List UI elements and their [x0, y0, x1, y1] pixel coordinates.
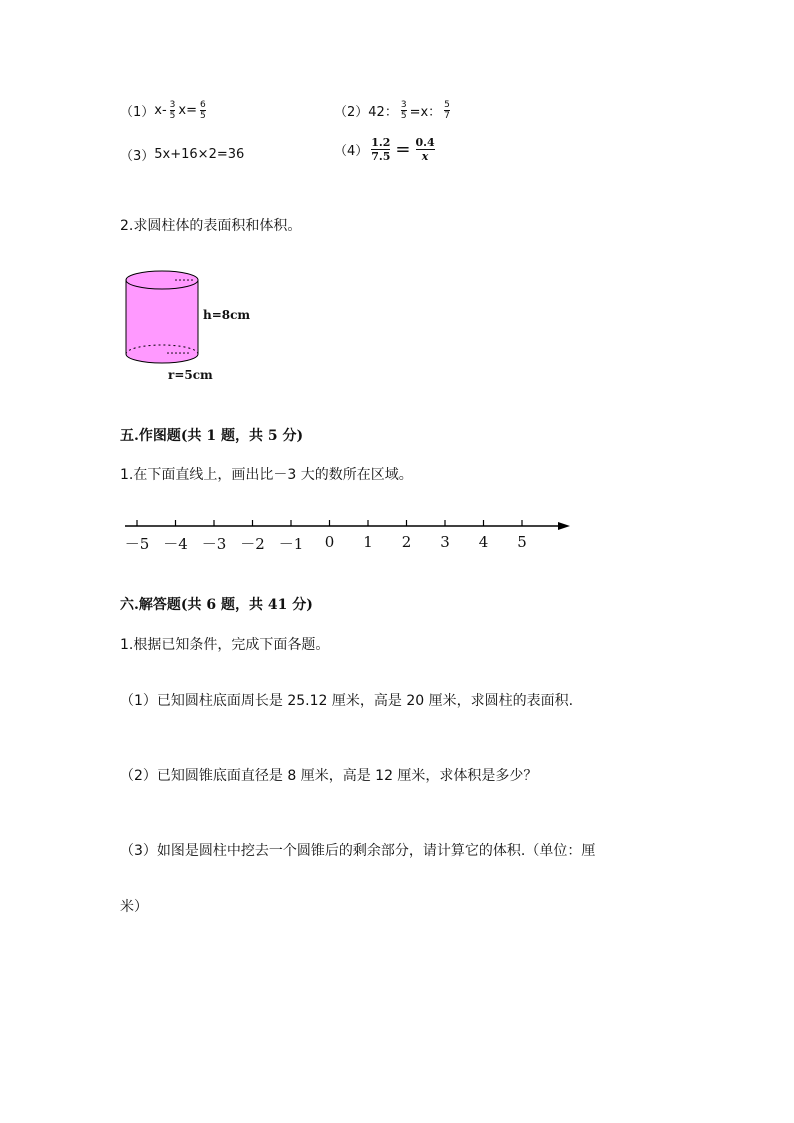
equation-3-label: （3） [120, 149, 155, 164]
equation-1-term-b: x= [178, 103, 197, 118]
equation-4 [334, 136, 438, 163]
section-5-question-1: 1.在下面直线上，画出比－3 大的数所在区域。 [120, 467, 413, 483]
tick-label: 0 [324, 533, 335, 551]
question-2-text: 2.求圆柱体的表面积和体积。 [120, 218, 302, 234]
equation-3 [120, 145, 244, 164]
fraction-numerator: 3 [169, 100, 176, 110]
equation-4-fraction-2 [416, 136, 435, 163]
cylinder-height-label: h=8cm [203, 308, 251, 322]
equation-3-text: 5x+16×2=36 [154, 147, 245, 162]
tick-label: －3 [201, 535, 227, 553]
section-6-heading: 六.解答题(共 6 题，共 41 分) [120, 597, 313, 613]
fraction-denominator: 5 [200, 111, 206, 121]
sub-question-3-line-2: 米） [120, 899, 148, 915]
fraction-denominator: 5 [169, 111, 176, 121]
cylinder-radius-label: r=5cm [168, 368, 213, 382]
tick-label: －2 [240, 535, 265, 553]
fraction-denominator: x [421, 150, 429, 163]
equation-1-fraction-2 [200, 100, 206, 121]
equation-2-fraction-2 [444, 100, 450, 121]
tick-label: －1 [278, 535, 304, 553]
fraction-numerator: 0.4 [415, 136, 435, 149]
fraction-denominator: 7 [444, 111, 450, 121]
fraction-denominator: 7.5 [371, 150, 391, 163]
tick-label: 3 [440, 533, 450, 551]
fraction-numerator: 6 [200, 100, 206, 110]
equation-2-label: （2） [334, 105, 369, 120]
equation-1-label: （1） [120, 105, 155, 120]
equation-2-fraction-1 [401, 100, 407, 121]
equation-2-term-b: =x： [409, 105, 442, 120]
fraction-numerator: 1.2 [371, 136, 391, 149]
equation-2-term-a: 42： [368, 105, 398, 120]
number-line-arrow [558, 522, 570, 530]
sub-question-2: （2）已知圆锥底面直径是 8 厘米，高是 12 厘米，求体积是多少？ [120, 768, 538, 784]
equation-1-term-a: x- [154, 103, 167, 118]
equation-4-label: （4） [334, 144, 369, 159]
equation-1 [120, 100, 209, 121]
equation-2 [334, 100, 453, 121]
equation-1-fraction-1 [170, 100, 176, 121]
cylinder-top-ellipse [126, 271, 198, 289]
tick-label: －4 [163, 535, 188, 553]
sub-question-1: （1）已知圆柱底面周长是 25.12 厘米，高是 20 厘米，求圆柱的表面积. [120, 693, 574, 709]
equation-4-fraction-1 [371, 136, 390, 163]
number-line-ticks [137, 520, 522, 526]
fraction-numerator: 3 [400, 100, 407, 110]
number-line [120, 512, 580, 542]
fraction-denominator: 5 [400, 111, 407, 121]
tick-label: －5 [124, 535, 150, 553]
tick-label: 5 [517, 533, 527, 551]
cylinder-body [126, 280, 198, 363]
tick-label: 1 [363, 533, 373, 551]
equals-sign: = [395, 139, 411, 160]
section-6-question-1: 1.根据已知条件，完成下面各题。 [120, 637, 330, 653]
sub-question-3-line-1: （3）如图是圆柱中挖去一个圆锥后的剩余部分，请计算它的体积.（单位：厘 [120, 843, 596, 859]
tick-label: 4 [478, 533, 489, 551]
tick-label: 2 [401, 533, 412, 551]
fraction-numerator: 5 [444, 100, 450, 110]
section-5-heading: 五.作图题(共 1 题，共 5 分) [120, 428, 304, 444]
